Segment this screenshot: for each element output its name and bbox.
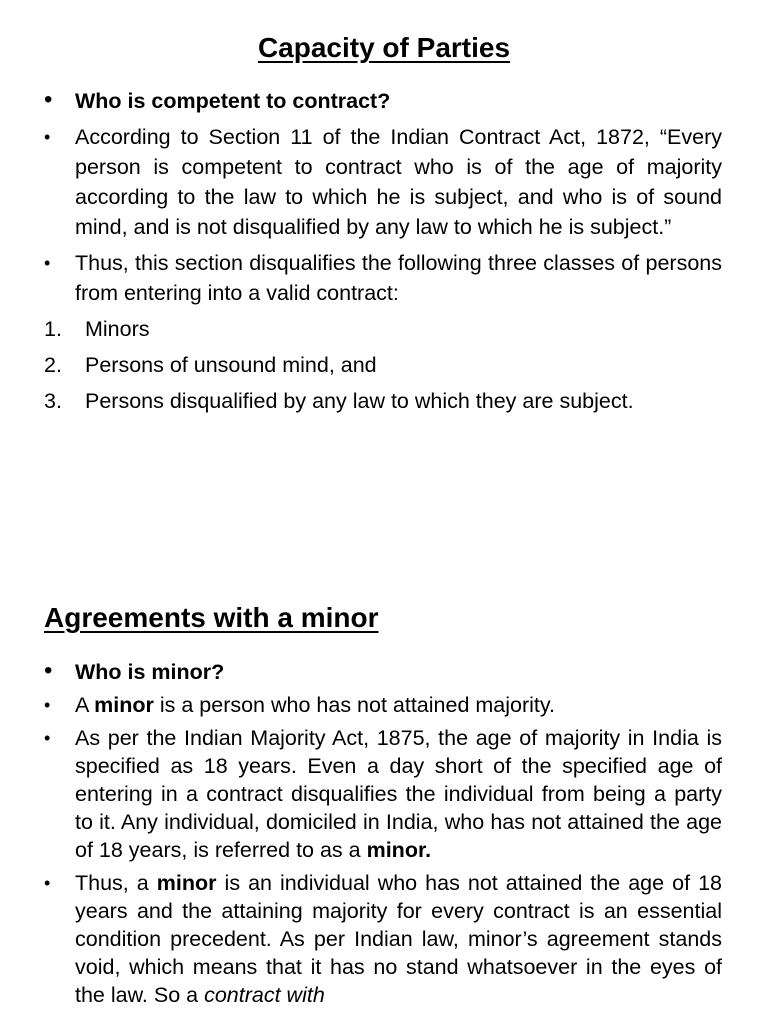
bullet-list	[44, 86, 722, 422]
slide-title: Agreements with a minor	[44, 602, 379, 633]
list-item-text: Persons of unsound mind, and	[85, 353, 377, 377]
emphasis-minor: minor.	[366, 838, 432, 862]
list-item	[44, 869, 722, 1009]
list-item	[44, 248, 722, 308]
numbered-item	[44, 386, 722, 416]
list-item	[44, 658, 722, 686]
list-item-text: Minors	[85, 317, 150, 341]
bullet-marker: •	[44, 86, 53, 113]
bullet-marker: •	[44, 728, 51, 748]
list-item-text: Who is competent to contract?	[75, 89, 391, 113]
list-item	[44, 724, 722, 864]
bullet-marker: •	[44, 127, 51, 147]
emphasis-minor: minor	[156, 871, 217, 895]
bullet-marker: •	[44, 253, 51, 273]
text-run: A	[75, 693, 95, 717]
bullet-marker: •	[44, 695, 51, 715]
bullet-marker: •	[44, 657, 53, 684]
text-run: As per the Indian Majority Act, 1875, the age of majority in India is specified as 18 years. Even a day short of the specified age of entering in a contract disqualifies the individual from being a party to it. Any individual, domiciled in India, who has not attained the age of 18 years, is referred to as a	[75, 726, 722, 862]
emphasis-minor: minor	[94, 693, 154, 717]
bullet-list	[44, 658, 722, 1014]
list-item-text: Thus, this section disqualifies the following three classes of persons from entering into a valid contract:	[75, 251, 722, 305]
text-run: is an individual who has not attained the age of 18 years and the attaining majority for every contract is an essential condition precedent. As per Indian law, minor’s agreement stands void, which means that it has no stand whatsoever in the eyes of the law. So a	[75, 871, 722, 1007]
list-item-text	[75, 726, 722, 862]
list-item-text: Who is minor?	[75, 660, 225, 684]
list-item	[44, 86, 722, 116]
list-item-text: Persons disqualified by any law to which they are subject.	[85, 389, 634, 413]
bullet-marker: •	[44, 873, 51, 893]
list-item	[44, 122, 722, 242]
numbered-item	[44, 314, 722, 344]
list-item-text	[75, 693, 555, 717]
list-item-text	[75, 871, 722, 1007]
list-item	[44, 691, 722, 719]
number-marker: 1.	[44, 317, 62, 341]
text-run: Thus, a	[75, 871, 157, 895]
slide-agreements-with-minor	[0, 580, 768, 1024]
slide-title: Capacity of Parties	[257, 32, 511, 63]
numbered-item	[44, 350, 722, 380]
number-marker: 2.	[44, 353, 62, 377]
text-run: is a person who has not attained majority.	[153, 693, 556, 717]
number-marker: 3.	[44, 389, 62, 413]
emphasis-contract-with: contract with	[204, 983, 325, 1007]
list-item-text: According to Section 11 of the Indian Contract Act, 1872, “Every person is competent to contract who is of the age of majority according to the law to which he is subject, and who is of sound mind, and is not disqualified by any law to which he is subject.”	[75, 125, 722, 239]
